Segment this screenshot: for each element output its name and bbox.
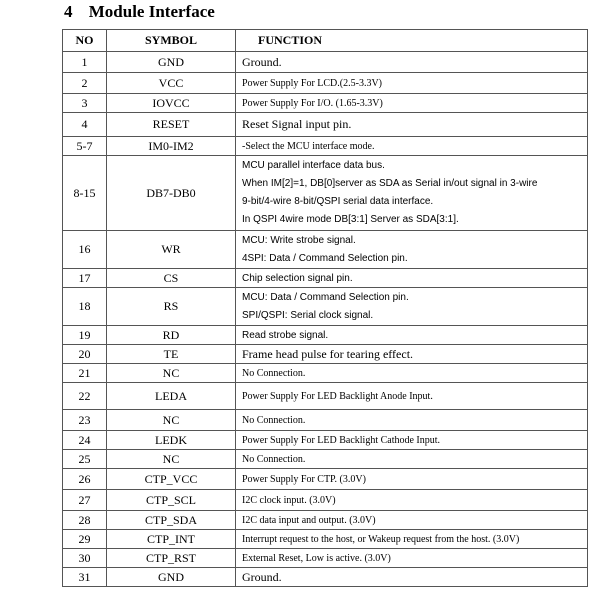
function-line: I2C data input and output. (3.0V) [242, 514, 376, 526]
pin-number: 28 [63, 511, 107, 530]
module-interface-table [62, 29, 588, 587]
pin-number: 8-15 [63, 156, 107, 231]
pin-number: 29 [63, 530, 107, 549]
table-row [63, 156, 588, 231]
pin-function [236, 52, 588, 73]
function-line: In QSPI 4wire mode DB[3:1] Server as SDA[3:1]. [242, 214, 459, 225]
function-line: MCU: Data / Command Selection pin. [242, 291, 409, 303]
table-row [63, 383, 588, 410]
function-line: Power Supply For I/O. (1.65-3.3V) [242, 97, 383, 109]
table-row [63, 326, 588, 345]
header-symbol: SYMBOL [107, 30, 236, 52]
table-row [63, 469, 588, 490]
pin-number: 19 [63, 326, 107, 345]
pin-function [236, 94, 588, 113]
pin-symbol: TE [107, 345, 236, 364]
pin-symbol: GND [107, 568, 236, 587]
table-row [63, 231, 588, 269]
pin-number: 20 [63, 345, 107, 364]
pin-function [236, 156, 588, 231]
pin-number: 1 [63, 52, 107, 73]
table-row [63, 288, 588, 326]
table-header-row [63, 30, 588, 52]
pin-function [236, 73, 588, 94]
pin-function [236, 231, 588, 269]
pin-number: 18 [63, 288, 107, 326]
pin-symbol: RESET [107, 113, 236, 137]
pin-symbol: CTP_INT [107, 530, 236, 549]
pin-function [236, 113, 588, 137]
function-line: -Select the MCU interface mode. [242, 140, 375, 152]
function-line: Power Supply For LCD.(2.5-3.3V) [242, 77, 382, 89]
pin-symbol: CTP_SCL [107, 490, 236, 511]
pin-function [236, 345, 588, 364]
pin-symbol: CTP_VCC [107, 469, 236, 490]
pin-number: 4 [63, 113, 107, 137]
table-row [63, 73, 588, 94]
header-function: FUNCTION [236, 30, 588, 52]
section-number: 4 [64, 2, 73, 21]
pin-function [236, 530, 588, 549]
pin-symbol: NC [107, 410, 236, 431]
pin-function [236, 326, 588, 345]
pin-number: 25 [63, 450, 107, 469]
pin-symbol: CS [107, 269, 236, 288]
pin-number: 17 [63, 269, 107, 288]
function-line: Chip selection signal pin. [242, 272, 353, 284]
table-row [63, 345, 588, 364]
pin-function [236, 490, 588, 511]
table-row [63, 431, 588, 450]
table-row [63, 511, 588, 530]
function-line: No Connection. [242, 414, 306, 426]
pin-symbol: LEDA [107, 383, 236, 410]
pin-function [236, 511, 588, 530]
pin-symbol: DB7-DB0 [107, 156, 236, 231]
table-row [63, 52, 588, 73]
pin-number: 24 [63, 431, 107, 450]
table-row [63, 113, 588, 137]
function-line: Ground. [242, 569, 282, 584]
pin-function [236, 549, 588, 568]
pin-function [236, 137, 588, 156]
function-line: I2C clock input. (3.0V) [242, 494, 336, 506]
pin-function [236, 469, 588, 490]
table-row [63, 94, 588, 113]
pin-number: 16 [63, 231, 107, 269]
pin-function [236, 568, 588, 587]
table-row [63, 490, 588, 511]
pin-symbol: GND [107, 52, 236, 73]
pin-number: 23 [63, 410, 107, 431]
pin-symbol: RS [107, 288, 236, 326]
pin-function [236, 383, 588, 410]
pin-symbol: LEDK [107, 431, 236, 450]
section-title: Module Interface [88, 2, 215, 21]
pin-symbol: VCC [107, 73, 236, 94]
table-row [63, 364, 588, 383]
pin-function [236, 288, 588, 326]
table-row [63, 410, 588, 431]
function-line: Power Supply For LED Backlight Cathode Input. [242, 434, 441, 446]
table-row [63, 530, 588, 549]
function-line: SPI/QSPI: Serial clock signal. [242, 309, 374, 321]
table-row [63, 137, 588, 156]
pin-symbol: NC [107, 450, 236, 469]
pin-number: 22 [63, 383, 107, 410]
function-line: Power Supply For LED Backlight Anode Input. [242, 390, 433, 402]
function-line: Read strobe signal. [242, 329, 329, 341]
pin-number: 21 [63, 364, 107, 383]
function-line: Interrupt request to the host, or Wakeup request from the host. (3.0V) [242, 533, 520, 545]
table-body [63, 52, 588, 587]
function-line: When IM[2]=1, DB[0]server as SDA as Serial in/out signal in 3-wire [242, 178, 538, 189]
pin-symbol: CTP_RST [107, 549, 236, 568]
pin-function [236, 431, 588, 450]
table-row [63, 549, 588, 568]
function-line: Reset Signal input pin. [242, 117, 352, 131]
pin-symbol: IOVCC [107, 94, 236, 113]
pin-number: 2 [63, 73, 107, 94]
function-line: Frame head pulse for tearing effect. [242, 346, 414, 361]
pin-number: 30 [63, 549, 107, 568]
header-no: NO [63, 30, 107, 52]
pin-number: 31 [63, 568, 107, 587]
pin-symbol: RD [107, 326, 236, 345]
pin-function [236, 450, 588, 469]
section-heading [64, 2, 215, 22]
function-line: External Reset, Low is active. (3.0V) [242, 552, 391, 564]
pin-function [236, 364, 588, 383]
function-line: Power Supply For CTP. (3.0V) [242, 473, 366, 485]
pin-symbol: CTP_SDA [107, 511, 236, 530]
function-line: 4SPI: Data / Command Selection pin. [242, 252, 408, 264]
pin-number: 5-7 [63, 137, 107, 156]
pin-symbol: NC [107, 364, 236, 383]
function-line: No Connection. [242, 367, 306, 379]
pin-number: 26 [63, 469, 107, 490]
table-row [63, 269, 588, 288]
pin-number: 3 [63, 94, 107, 113]
table-row [63, 568, 588, 587]
function-line: MCU: Write strobe signal. [242, 234, 356, 246]
function-line: MCU parallel interface data bus. [242, 160, 385, 171]
function-line: No Connection. [242, 453, 306, 465]
pin-symbol: IM0-IM2 [107, 137, 236, 156]
table-row [63, 450, 588, 469]
pin-function [236, 269, 588, 288]
pin-number: 27 [63, 490, 107, 511]
pin-symbol: WR [107, 231, 236, 269]
pin-function [236, 410, 588, 431]
function-line: Ground. [242, 54, 282, 69]
function-line: 9-bit/4-wire 8-bit/QSPI serial data interface. [242, 196, 434, 207]
